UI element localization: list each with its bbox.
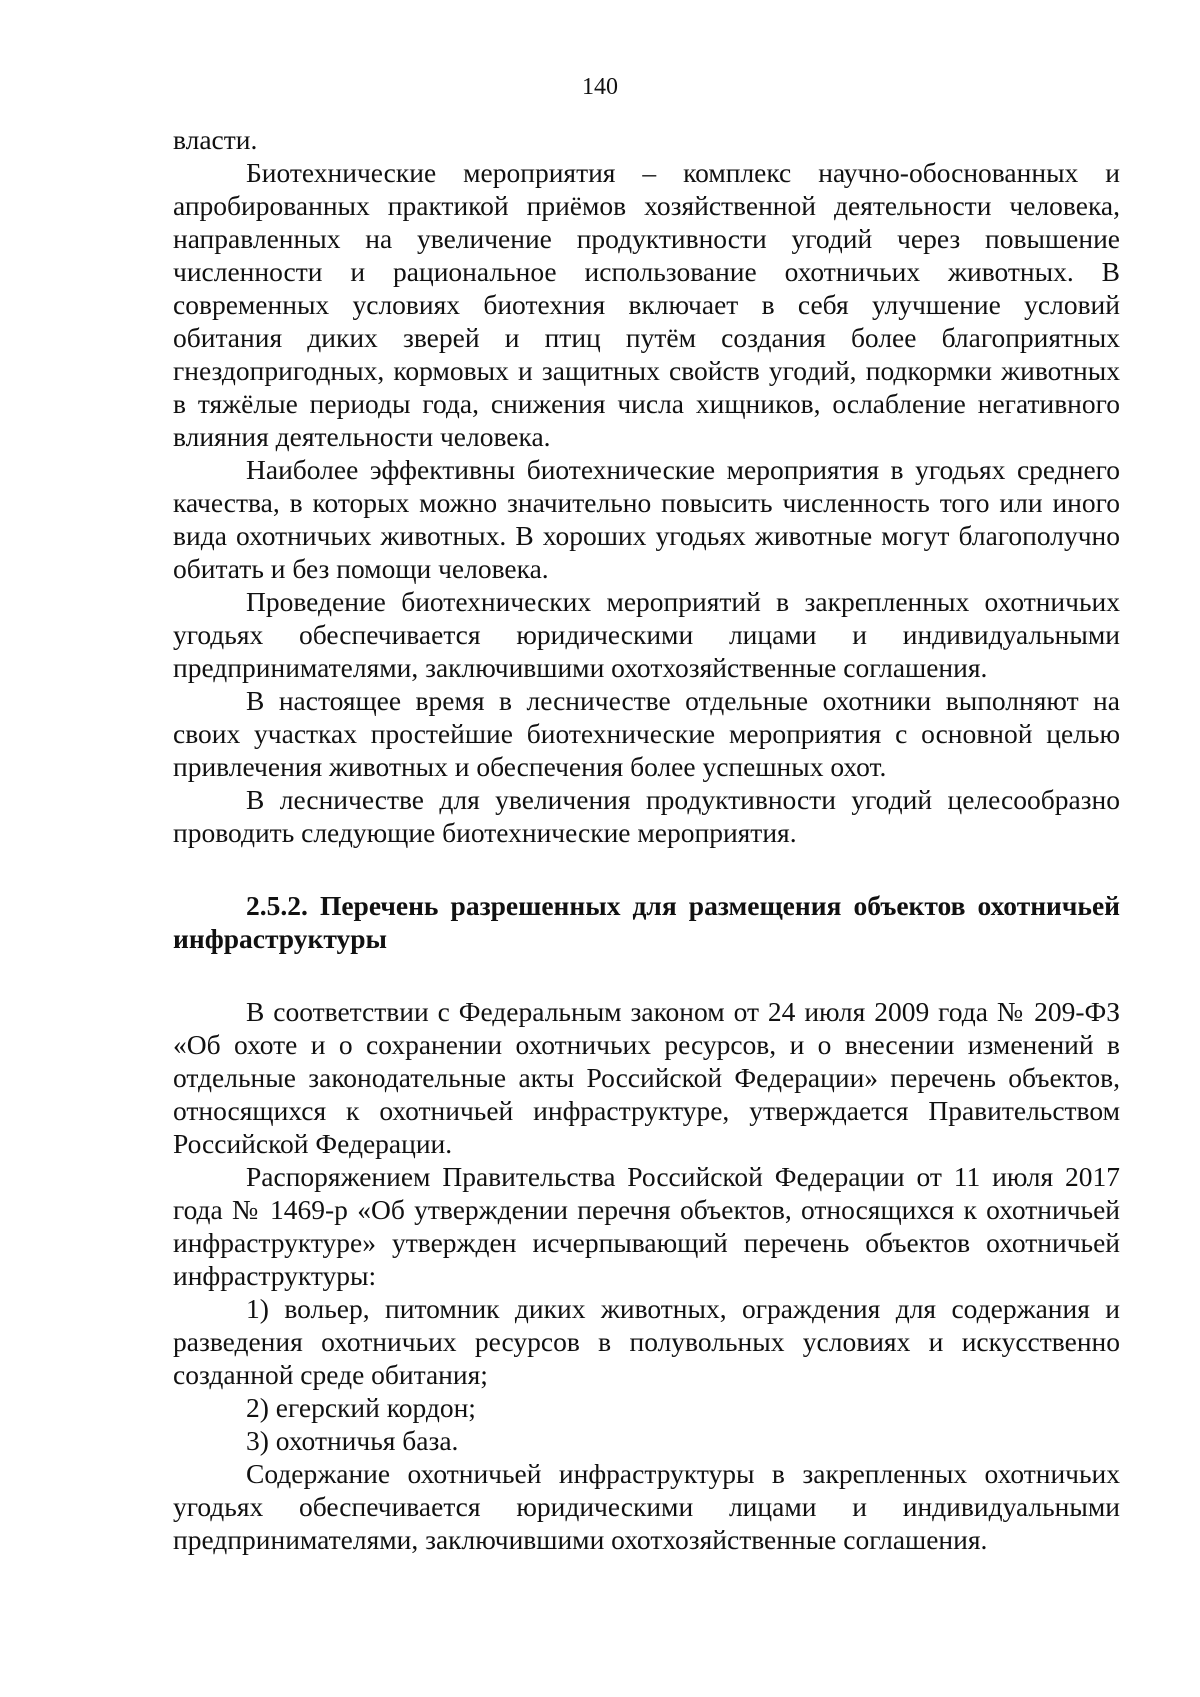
paragraph-current-practice: В настоящее время в лесничестве отдельные охотники выполняют на своих участках простейшие биотехнические мероприятия с основной целью привлечения животных и обеспечения более успешных охот. bbox=[173, 685, 1120, 782]
paragraph-closing: Содержание охотничьей инфраструктуры в закрепленных охотничьих угодьях обеспечивается юридическими лицами и индивидуальными предпринимателями, заключившими охотхозяйственные соглашения. bbox=[173, 1458, 1120, 1555]
paragraph-effective-measures: Наиболее эффективны биотехнические мероприятия в угодьях среднего качества, в которых можно значительно повысить численность того или иного вида охотничьих животных. В хороших угодьях животные могут благополучно обитать и без помощи человека. bbox=[173, 454, 1120, 584]
paragraph-conducting-measures: Проведение биотехнических мероприятий в закрепленных охотничьих угодьях обеспечивается юридическими лицами и индивидуальными предпринимателями, заключившими охотхозяйственные соглашения. bbox=[173, 586, 1120, 683]
paragraph-federal-law: В соответствии с Федеральным законом от 24 июля 2009 года № 209-ФЗ «Об охоте и о сохранении охотничьих ресурсов, и о внесении изменений в отдельные законодательные акты Российской Федерации» перечень объектов, относящихся к охотничьей инфраструктуре, утверждается Правительством Российской Федерации. bbox=[173, 996, 1120, 1159]
paragraph-government-order: Распоряжением Правительства Российской Федерации от 11 июля 2017 года № 1469-р «Об утверждении перечня объектов, относящихся к охотничьей инфраструктуре» утвержден исчерпывающий перечень объектов охотничьей инфраструктуры: bbox=[173, 1161, 1120, 1291]
list-item: 1) вольер, питомник диких животных, ограждения для содержания и разведения охотничьих ресурсов в полувольных условиях и искусственно созданной среде обитания; bbox=[173, 1293, 1120, 1390]
section-heading: 2.5.2. Перечень разрешенных для размещения объектов охотничьей инфраструктуры bbox=[173, 890, 1120, 954]
list-item: 2) егерский кордон; bbox=[246, 1392, 476, 1423]
list-item: 3) охотничья база. bbox=[246, 1425, 459, 1456]
paragraph-recommended-measures: В лесничестве для увеличения продуктивности угодий целесообразно проводить следующие биотехнические мероприятия. bbox=[173, 784, 1120, 848]
paragraph-continuation: власти. bbox=[173, 124, 258, 155]
page-number: 140 bbox=[582, 74, 618, 100]
paragraph-biotech-definition: Биотехнические мероприятия – комплекс научно-обоснованных и апробированных практикой приёмов хозяйственной деятельности человека, направленных на увеличение продуктивности угодий через повышение численности и рациональное использование охотничьих животных. В современных условиях биотехния включает в себя улучшение условий обитания диких зверей и птиц путём создания более благоприятных гнездопригодных, кормовых и защитных свойств угодий, подкормки животных в тяжёлые периоды года, снижения числа хищников, ослабление негативного влияния деятельности человека. bbox=[173, 157, 1120, 452]
page-content bbox=[173, 123, 1120, 1556]
